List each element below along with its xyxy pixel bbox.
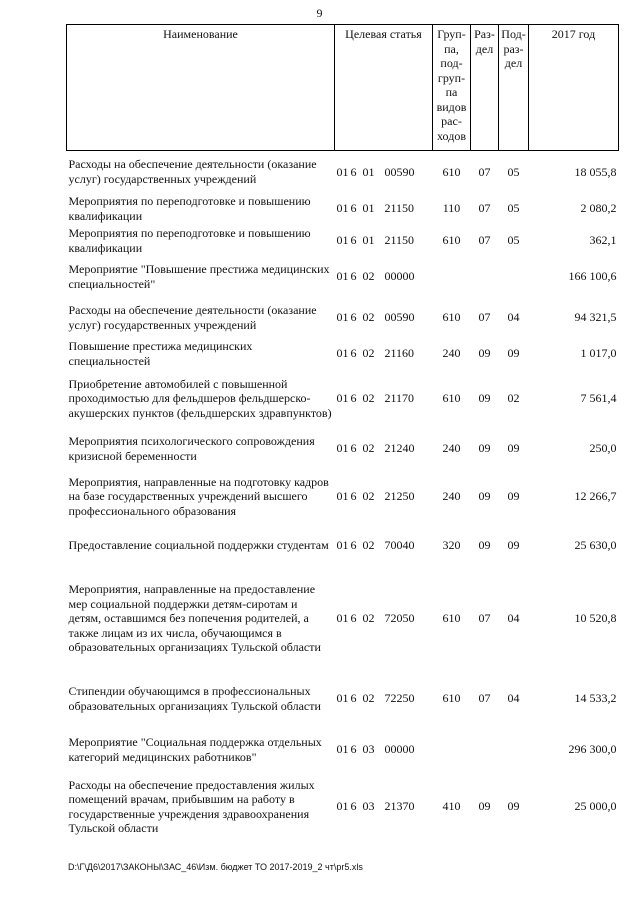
row-name: Предоставление социальной поддержки студентам — [68, 538, 329, 553]
row-group: 240 — [442, 346, 461, 361]
target-article-part: 01 — [336, 489, 349, 504]
target-article-part: 6 — [350, 691, 357, 706]
row-target-article — [335, 193, 433, 225]
header-group — [433, 25, 471, 151]
target-article-part: 6 — [350, 611, 357, 626]
row-name: Мероприятие "Социальная поддержка отдельных категорий медицинских работников" — [68, 735, 322, 764]
header-line: па, — [444, 41, 459, 56]
row-name: Расходы на обеспечение предоставления жилых помещений врачам, прибывшим на работу в государственные учреждения здравоохранения Тульской области — [68, 777, 315, 835]
row-section: 07 — [478, 611, 491, 626]
row-subsection: 09 — [507, 489, 520, 504]
target-article-part: 01 — [336, 310, 349, 325]
target-article-part: 03 — [362, 799, 375, 814]
header-line: па — [445, 85, 458, 99]
target-article-part: 01 — [336, 691, 349, 706]
row-amount: 25 000,0 — [574, 799, 617, 814]
row-group: 610 — [442, 611, 461, 626]
row-target-article — [335, 671, 433, 727]
row-section: 07 — [478, 310, 491, 325]
target-article-part: 6 — [350, 269, 357, 284]
row-target-article — [335, 369, 433, 429]
target-article-part: 01 — [336, 611, 349, 626]
row-name: Мероприятия, направленные на подготовку кадров на базе государственных учреждений высшего профессионального образования — [68, 474, 329, 518]
row-subsection: 09 — [507, 538, 520, 553]
table-row — [67, 257, 619, 297]
target-article-part: 00000 — [384, 269, 415, 284]
row-target-article — [335, 151, 433, 193]
row-section: 09 — [478, 799, 491, 814]
target-article-part: 01 — [336, 538, 349, 553]
row-amount: 296 300,0 — [568, 742, 617, 757]
target-article-part: 01 — [362, 201, 375, 216]
row-section: 09 — [478, 346, 491, 361]
row-subsection — [499, 257, 529, 297]
header-line: видов — [436, 99, 467, 114]
row-group: 610 — [442, 164, 461, 179]
target-article-part: 02 — [362, 691, 375, 706]
row-subsection: 09 — [507, 799, 520, 814]
table-row — [67, 339, 619, 369]
row-subsection: 04 — [507, 611, 520, 626]
row-subsection: 04 — [507, 691, 520, 706]
row-name: Мероприятия, направленные на предоставление мер социальной поддержки детям-сиротам и детям, оставшимся без попечения родителей, а также лицам из их числа, обучающимся в образовательных организациях Тульской области — [68, 582, 321, 655]
row-group: 610 — [442, 691, 461, 706]
row-group: 240 — [442, 489, 461, 504]
row-subsection: 05 — [507, 164, 520, 179]
header-line: ходов — [437, 128, 466, 143]
row-amount: 250,0 — [589, 441, 617, 456]
target-article-part: 21370 — [384, 799, 415, 814]
header-line: груп- — [437, 70, 466, 85]
row-section: 07 — [478, 201, 491, 216]
target-article-part: 6 — [350, 233, 357, 248]
row-name: Повышение престижа медицинских специальностей — [68, 339, 253, 368]
row-name: Мероприятие "Повышение престижа медицинских специальностей" — [68, 262, 330, 291]
row-target-article — [335, 727, 433, 773]
budget-table — [66, 24, 619, 841]
target-article-part: 21240 — [384, 441, 415, 456]
header-line: раз- — [503, 41, 524, 56]
target-article-part: 02 — [362, 346, 375, 361]
header-line: рас- — [441, 114, 462, 128]
target-article-part: 00000 — [384, 742, 415, 757]
target-article-part: 6 — [350, 799, 357, 814]
row-subsection: 09 — [507, 346, 520, 361]
target-article-part: 02 — [362, 489, 375, 504]
table-row — [67, 193, 619, 225]
row-amount: 12 266,7 — [574, 489, 617, 504]
header-line: дел — [504, 56, 523, 70]
table-row — [67, 727, 619, 773]
target-article-part: 6 — [350, 441, 357, 456]
table-row — [67, 671, 619, 727]
row-amount: 94 321,5 — [574, 310, 617, 325]
row-subsection: 02 — [507, 391, 520, 406]
target-article-part: 21150 — [384, 201, 415, 216]
row-target-article — [335, 257, 433, 297]
header-line: Раз- — [474, 27, 495, 41]
target-article-part: 01 — [336, 233, 349, 248]
target-article-part: 00590 — [384, 310, 415, 325]
target-article-part: 21150 — [384, 233, 415, 248]
row-section: 07 — [478, 233, 491, 248]
row-subsection: 04 — [507, 310, 520, 325]
row-target-article — [335, 297, 433, 339]
row-group: 110 — [442, 201, 461, 216]
table-row — [67, 773, 619, 841]
row-target-article — [335, 773, 433, 841]
row-name: Мероприятия по переподготовке и повышению квалификации — [68, 226, 311, 255]
row-amount: 18 055,8 — [574, 164, 617, 179]
row-name: Стипендии обучающимся в профессиональных образовательных организациях Тульской области — [68, 684, 321, 713]
target-article-part: 02 — [362, 391, 375, 406]
row-section: 09 — [478, 391, 491, 406]
table-row — [67, 225, 619, 257]
target-article-part: 01 — [336, 441, 349, 456]
row-amount: 166 100,6 — [568, 269, 617, 284]
header-line: дел — [475, 41, 494, 56]
header-target-article: Целевая статья — [335, 25, 433, 151]
target-article-part: 01 — [336, 269, 349, 284]
target-article-part: 6 — [350, 346, 357, 361]
row-amount: 2 080,2 — [580, 201, 617, 216]
target-article-part: 02 — [362, 611, 375, 626]
target-article-part: 02 — [362, 538, 375, 553]
target-article-part: 00590 — [384, 164, 415, 179]
footer-file-path: D:\Г\Д6\2017\ЗАКОНЫ\ЗАС_46\Изм. бюджет ТО 2017-2019_2 чт\pr5.xls — [68, 862, 363, 872]
row-section — [471, 257, 499, 297]
target-article-part: 01 — [336, 346, 349, 361]
row-name: Приобретение автомобилей с повышенной проходимостью для фельдшеров фельдшерско-акушерских пунктов (фельдшерских здравпунктов) — [68, 376, 332, 420]
table-row — [67, 469, 619, 525]
row-target-article — [335, 429, 433, 469]
header-line: Под- — [501, 27, 526, 41]
row-subsection: 05 — [507, 233, 520, 248]
target-article-part: 01 — [336, 391, 349, 406]
target-article-part: 03 — [362, 742, 375, 757]
target-article-part: 6 — [350, 201, 357, 216]
row-target-article — [335, 339, 433, 369]
target-article-part: 01 — [336, 164, 349, 179]
row-group: 320 — [442, 538, 461, 553]
table-row — [67, 369, 619, 429]
row-target-article — [335, 469, 433, 525]
row-group: 410 — [442, 799, 461, 814]
target-article-part: 72050 — [384, 611, 415, 626]
row-name: Мероприятия психологического сопровождения кризисной беременности — [68, 434, 315, 463]
target-article-part: 6 — [350, 164, 357, 179]
row-amount: 1 017,0 — [580, 346, 617, 361]
row-name: Расходы на обеспечение деятельности (оказание услуг) государственных учреждений — [68, 303, 317, 332]
row-group: 610 — [442, 233, 461, 248]
table-row — [67, 567, 619, 671]
target-article-part: 21160 — [384, 346, 415, 361]
target-article-part: 01 — [336, 742, 349, 757]
row-subsection: 05 — [507, 201, 520, 216]
target-article-part: 21170 — [384, 391, 415, 406]
row-group — [433, 257, 471, 297]
row-group — [433, 727, 471, 773]
target-article-part: 21250 — [384, 489, 415, 504]
target-article-part: 01 — [362, 233, 375, 248]
row-amount: 14 533,2 — [574, 691, 617, 706]
target-article-part: 6 — [350, 742, 357, 757]
target-article-part: 70040 — [384, 538, 415, 553]
row-name: Мероприятия по переподготовке и повышению квалификации — [68, 194, 311, 223]
target-article-part: 6 — [350, 538, 357, 553]
header-section — [471, 25, 499, 151]
row-group: 610 — [442, 391, 461, 406]
header-line: под- — [440, 56, 463, 70]
row-target-article — [335, 525, 433, 567]
row-section: 09 — [478, 441, 491, 456]
target-article-part: 6 — [350, 391, 357, 406]
row-group: 240 — [442, 441, 461, 456]
row-section: 07 — [478, 691, 491, 706]
row-name: Расходы на обеспечение деятельности (оказание услуг) государственных учреждений — [68, 157, 317, 186]
target-article-part: 02 — [362, 441, 375, 456]
table-header-row — [67, 25, 619, 151]
row-target-article — [335, 225, 433, 257]
row-section: 09 — [478, 489, 491, 504]
row-target-article — [335, 567, 433, 671]
row-amount: 25 630,0 — [574, 538, 617, 553]
row-group: 610 — [442, 310, 461, 325]
table-row — [67, 151, 619, 193]
header-subsection — [499, 25, 529, 151]
header-year: 2017 год — [529, 25, 619, 151]
table-row — [67, 297, 619, 339]
target-article-part: 01 — [336, 201, 349, 216]
row-section: 09 — [478, 538, 491, 553]
target-article-part: 6 — [350, 310, 357, 325]
table-row — [67, 429, 619, 469]
row-section: 07 — [478, 164, 491, 179]
row-amount: 7 561,4 — [580, 391, 617, 406]
target-article-part: 72250 — [384, 691, 415, 706]
target-article-part: 02 — [362, 310, 375, 325]
target-article-part: 6 — [350, 489, 357, 504]
row-amount: 10 520,8 — [574, 611, 617, 626]
target-article-part: 02 — [362, 269, 375, 284]
header-name: Наименование — [67, 25, 335, 151]
table-row — [67, 525, 619, 567]
target-article-part: 01 — [336, 799, 349, 814]
header-line: Груп- — [437, 27, 466, 41]
page-number: 9 — [316, 6, 323, 20]
target-article-part: 01 — [362, 164, 375, 179]
row-section — [471, 727, 499, 773]
row-amount: 362,1 — [589, 233, 617, 248]
row-subsection: 09 — [507, 441, 520, 456]
row-subsection — [499, 727, 529, 773]
